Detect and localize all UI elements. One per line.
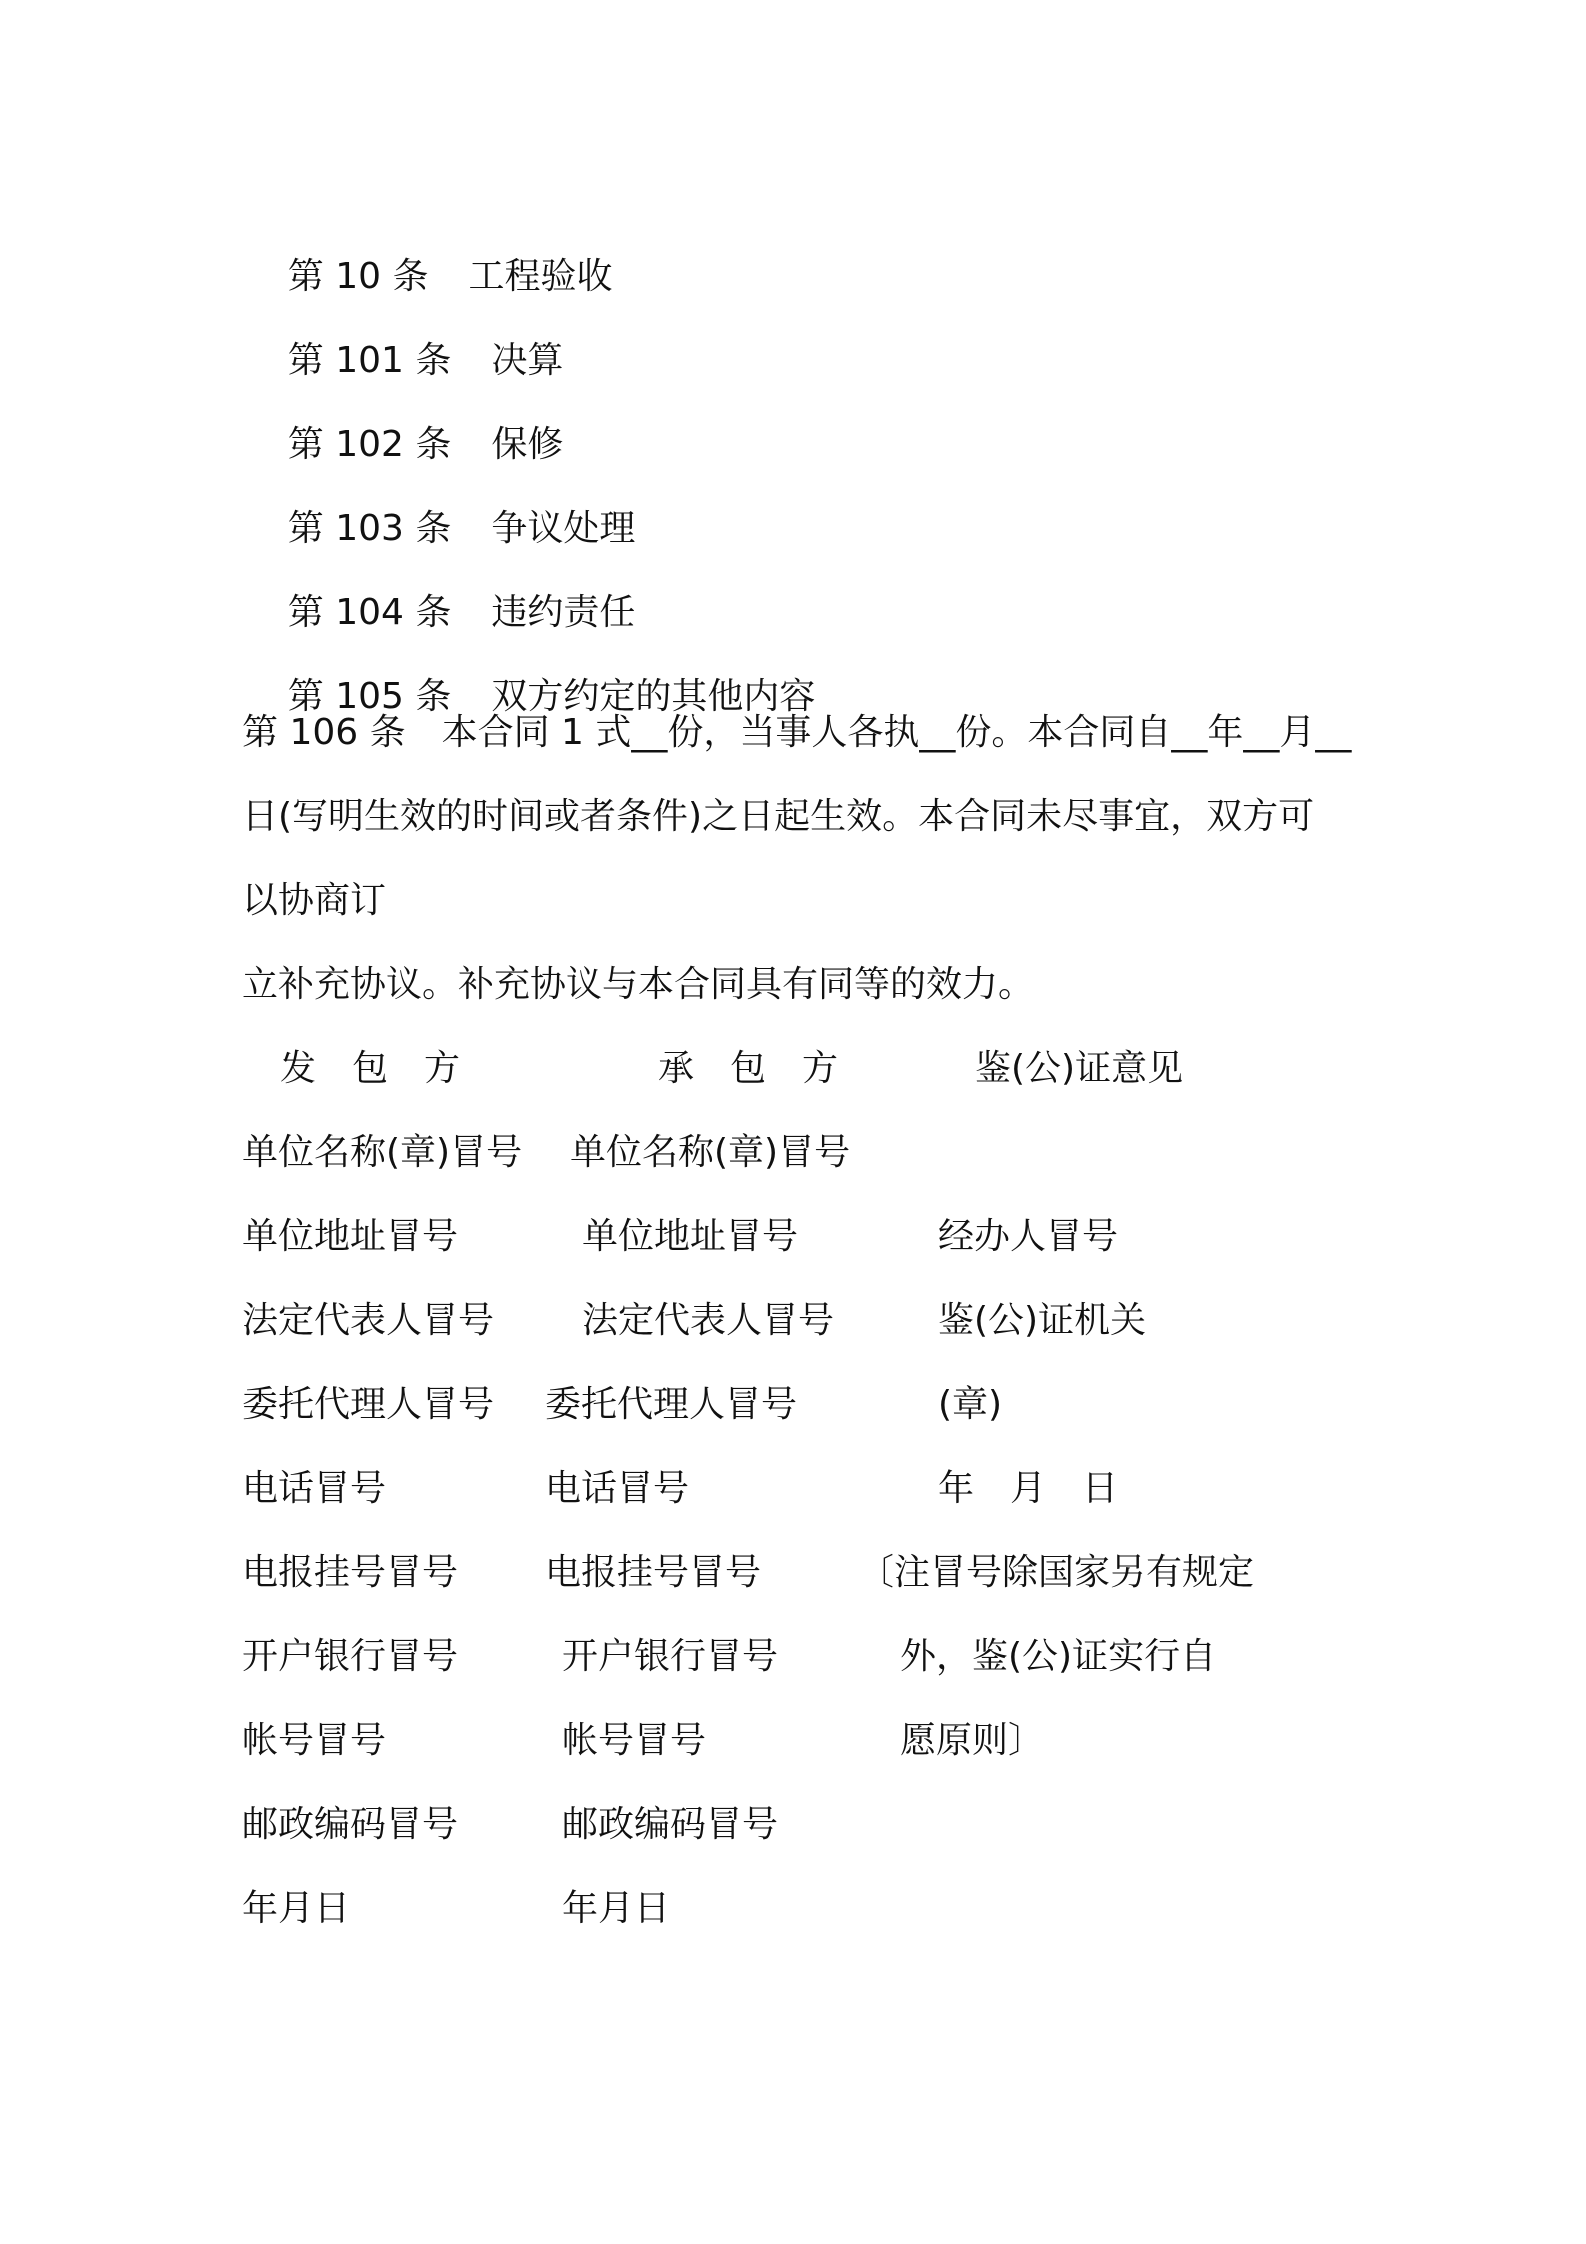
party-a-field: 电报挂号冒号 bbox=[242, 1552, 459, 1593]
party-b-field: 开户银行冒号 bbox=[562, 1636, 779, 1677]
paragraph-line: 立补充协议。补充协议与本合同具有同等的效力。 bbox=[242, 964, 1035, 1005]
party-b-header: 承 包 方 bbox=[658, 1048, 839, 1089]
party-a-header: 发 包 方 bbox=[280, 1048, 461, 1089]
article-title: 工程验收 bbox=[468, 256, 613, 297]
article-title: 争议处理 bbox=[491, 508, 636, 549]
party-a-field: 单位地址冒号 bbox=[242, 1216, 459, 1257]
party-b-field: 年月日 bbox=[562, 1888, 671, 1929]
paragraph-line: 以协商订 bbox=[242, 880, 387, 921]
article-number: 第 105 条 bbox=[287, 676, 452, 717]
party-a-field: 单位名称(章)冒号 bbox=[242, 1132, 523, 1173]
notary-note: 外，鉴(公)证实行自 bbox=[900, 1636, 1217, 1677]
article-title: 保修 bbox=[491, 424, 564, 465]
party-a-field: 委托代理人冒号 bbox=[242, 1384, 495, 1425]
party-b-field: 电话冒号 bbox=[545, 1468, 690, 1509]
article-title: 违约责任 bbox=[491, 592, 636, 633]
party-a-field: 电话冒号 bbox=[242, 1468, 387, 1509]
notary-note: 〔注冒号除国家另有规定 bbox=[858, 1552, 1255, 1593]
party-b-field: 单位名称(章)冒号 bbox=[570, 1132, 851, 1173]
party-a-field: 邮政编码冒号 bbox=[242, 1804, 459, 1845]
notary-field: 经办人冒号 bbox=[938, 1216, 1119, 1257]
party-b-field: 委托代理人冒号 bbox=[545, 1384, 798, 1425]
party-a-field: 帐号冒号 bbox=[242, 1720, 387, 1761]
party-b-field: 法定代表人冒号 bbox=[582, 1300, 835, 1341]
party-b-field: 帐号冒号 bbox=[562, 1720, 707, 1761]
article-title: 决算 bbox=[491, 340, 564, 381]
party-a-field: 法定代表人冒号 bbox=[242, 1300, 495, 1341]
party-a-field: 年月日 bbox=[242, 1888, 351, 1929]
notary-note: 愿原则〕 bbox=[900, 1720, 1045, 1761]
party-b-field: 电报挂号冒号 bbox=[545, 1552, 762, 1593]
article-title: 双方约定的其他内容 bbox=[491, 676, 816, 717]
article-number: 第 101 条 bbox=[287, 340, 452, 381]
party-b-field: 邮政编码冒号 bbox=[562, 1804, 779, 1845]
notary-field: (章) bbox=[938, 1384, 1003, 1425]
article-number: 第 104 条 bbox=[287, 592, 452, 633]
notary-field: 年 月 日 bbox=[938, 1468, 1119, 1509]
article-number: 第 103 条 bbox=[287, 508, 452, 549]
article-number: 第 10 条 bbox=[287, 256, 429, 297]
notary-field: 鉴(公)证机关 bbox=[938, 1300, 1147, 1341]
party-b-field: 单位地址冒号 bbox=[582, 1216, 799, 1257]
paragraph-line: 日(写明生效的时间或者条件)之日起生效。本合同未尽事宜，双方可 bbox=[242, 796, 1315, 837]
party-a-field: 开户银行冒号 bbox=[242, 1636, 459, 1677]
article-number: 第 102 条 bbox=[287, 424, 452, 465]
notary-header: 鉴(公)证意见 bbox=[975, 1048, 1184, 1089]
paragraph-line: 第 106 条 本合同 1 式__份，当事人各执__份。本合同自__年__月__ bbox=[242, 712, 1352, 753]
